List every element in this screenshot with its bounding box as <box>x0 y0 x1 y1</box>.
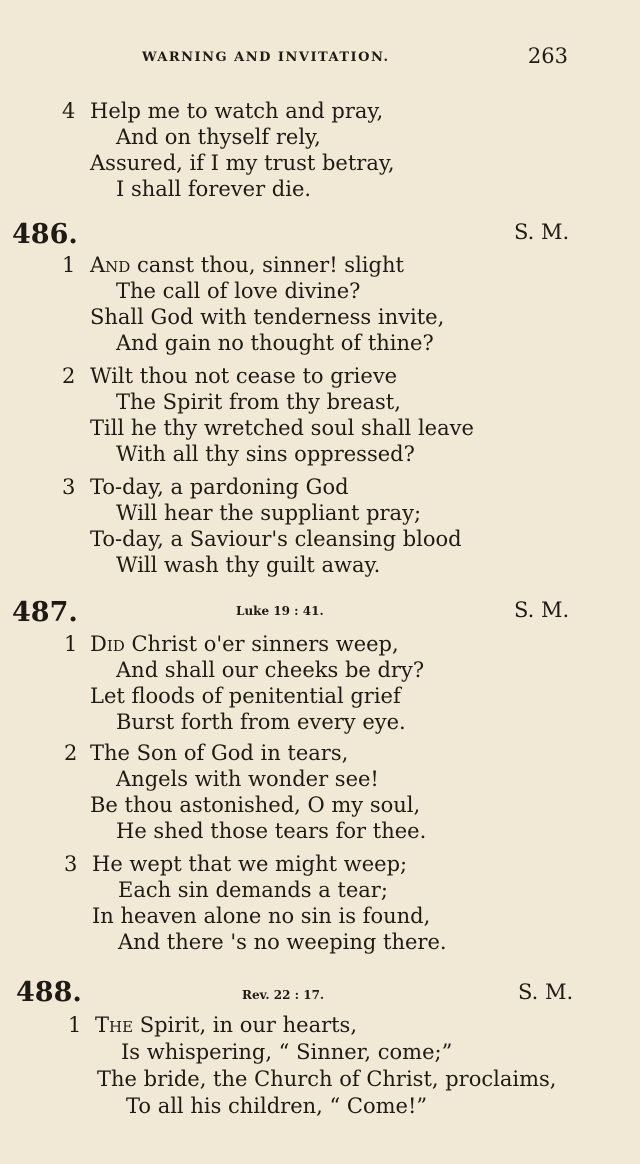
first-line-rest: Christ o'er sinners weep, <box>124 632 399 656</box>
first-line-rest: canst thou, sinner! slight <box>130 253 404 277</box>
verse-line: And on thyself rely, <box>116 125 321 149</box>
verse-number: 3 <box>62 475 76 499</box>
verse-line: And shall our cheeks be dry? <box>116 658 425 682</box>
verse-line: In heaven alone no sin is found, <box>92 904 431 928</box>
verse-line: Will wash thy guilt away. <box>116 553 381 577</box>
verse-line: The Son of God in tears, <box>90 741 349 765</box>
verse-line: Will hear the suppliant pray; <box>116 501 422 525</box>
hymn-meter: S. M. <box>518 980 574 1004</box>
scripture-reference: Luke 19 : 41. <box>236 604 324 618</box>
first-line-rest: Spirit, in our hearts, <box>133 1013 358 1037</box>
verse-number: 1 <box>64 632 78 656</box>
verse-line: Help me to watch and pray, <box>90 99 384 123</box>
hymn-number: 486. <box>12 219 78 250</box>
verse-line: Angels with wonder see! <box>116 767 379 791</box>
verse-line <box>90 255 404 276</box>
verse-number: 1 <box>68 1013 82 1037</box>
verse-number: 4 <box>62 99 76 123</box>
first-word: And <box>90 253 131 277</box>
verse-number: 2 <box>64 741 78 765</box>
verse-line: Shall God with tenderness invite, <box>90 305 445 329</box>
verse-line: Is whispering, “ Sinner, come;” <box>121 1040 453 1064</box>
verse-line: He shed those tears for thee. <box>116 819 427 843</box>
verse-line: Till he thy wretched soul shall leave <box>90 416 474 440</box>
verse-line: The bride, the Church of Christ, proclaims, <box>97 1067 557 1091</box>
scripture-reference: Rev. 22 : 17. <box>242 988 325 1002</box>
verse-line: I shall forever die. <box>116 177 312 201</box>
first-word: Did <box>90 632 125 656</box>
first-word: The <box>95 1013 134 1037</box>
hymn-meter: S. M. <box>514 220 570 244</box>
verse-line: To-day, a Saviour's cleansing blood <box>90 527 462 551</box>
verse-number: 3 <box>64 852 78 876</box>
page-number: 263 <box>527 44 568 68</box>
verse-number: 1 <box>62 253 76 277</box>
verse-line: Each sin demands a tear; <box>118 878 388 902</box>
verse-line <box>90 634 399 655</box>
verse-line <box>95 1015 357 1036</box>
verse-line: Assured, if I my trust betray, <box>90 151 395 175</box>
hymn-number: 488. <box>16 977 82 1008</box>
verse-number: 2 <box>62 364 76 388</box>
verse-line: Wilt thou not cease to grieve <box>90 364 398 388</box>
verse-line: Burst forth from every eye. <box>116 710 406 734</box>
verse-line: Let floods of penitential grief <box>90 684 401 708</box>
hymn-meter: S. M. <box>514 598 570 622</box>
verse-line: And gain no thought of thine? <box>116 331 434 355</box>
verse-line: The Spirit from thy breast, <box>116 390 401 414</box>
verse-line: And there 's no weeping there. <box>118 930 447 954</box>
verse-line: To-day, a pardoning God <box>90 475 349 499</box>
verse-line: Be thou astonished, O my soul, <box>90 793 421 817</box>
verse-line: To all his children, “ Come!” <box>126 1094 428 1118</box>
verse-line: With all thy sins oppressed? <box>116 442 415 466</box>
verse-line: The call of love divine? <box>116 279 361 303</box>
hymn-number: 487. <box>12 597 78 628</box>
running-title: WARNING AND INVITATION. <box>142 50 390 65</box>
verse-line: He wept that we might weep; <box>92 852 408 876</box>
